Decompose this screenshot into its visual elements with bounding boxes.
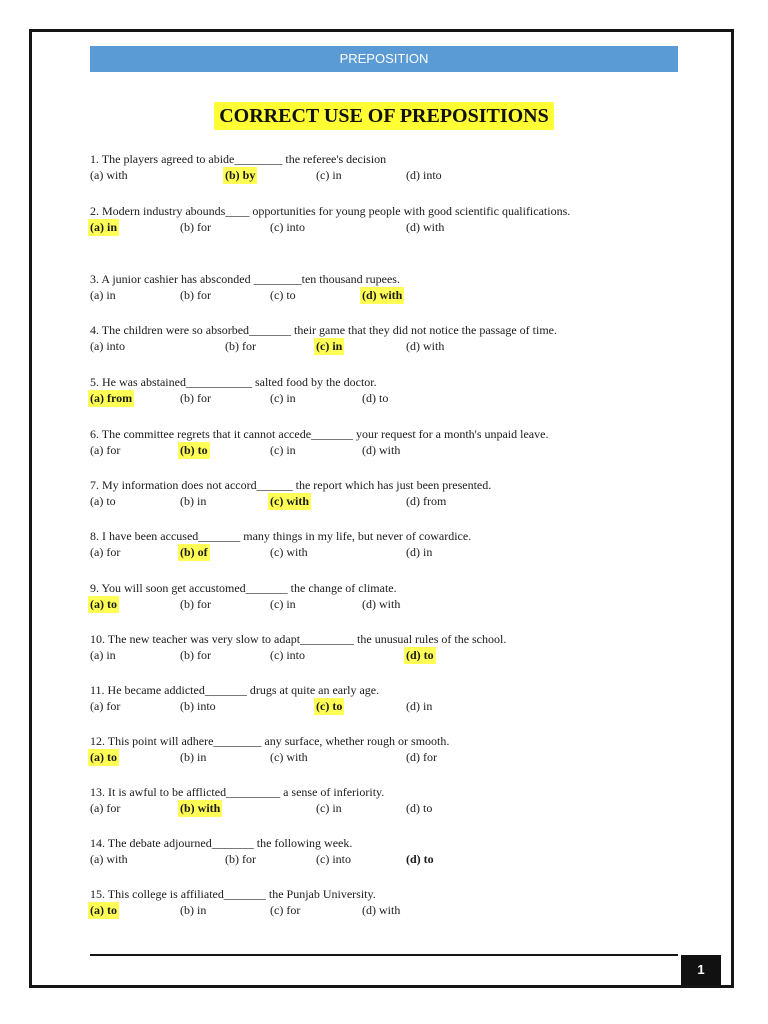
question-text: 4. The children were so absorbed_______ their game that they did not notice the passage of time. — [90, 323, 557, 337]
option-b: (b) for — [225, 339, 256, 353]
option-c: (c) to — [270, 288, 296, 302]
question-item — [90, 784, 690, 817]
option-a: (a) from — [90, 391, 133, 405]
option-c: (c) in — [270, 391, 296, 405]
option-d: (d) to — [406, 648, 434, 662]
options-row — [90, 851, 690, 868]
options-row — [90, 800, 690, 817]
option-b: (b) for — [180, 391, 211, 405]
option-b: (b) for — [180, 597, 211, 611]
option-c: (c) into — [316, 852, 351, 866]
question-text: 14. The debate adjourned_______ the following week. — [90, 836, 353, 850]
question-text: 13. It is awful to be afflicted_________ a sense of inferiority. — [90, 785, 385, 799]
option-b: (b) for — [180, 288, 211, 302]
question-item — [90, 151, 690, 184]
options-row — [90, 698, 690, 715]
option-b: (b) of — [180, 545, 208, 559]
options-row — [90, 287, 690, 304]
option-a: (a) to — [90, 903, 117, 917]
option-d: (d) in — [406, 545, 433, 559]
option-b: (b) in — [180, 494, 207, 508]
option-c: (c) in — [316, 339, 343, 353]
question-item — [90, 682, 690, 715]
option-c: (c) with — [270, 494, 309, 508]
option-d: (d) for — [406, 750, 437, 764]
option-a: (a) into — [90, 339, 125, 353]
option-a: (a) for — [90, 443, 121, 457]
option-c: (c) with — [270, 545, 308, 559]
option-b: (b) for — [180, 648, 211, 662]
page-number: 1 — [681, 955, 721, 985]
option-a: (a) with — [90, 168, 128, 182]
options-row — [90, 749, 690, 766]
option-c: (c) to — [316, 699, 343, 713]
options-row — [90, 647, 690, 664]
options-row — [90, 338, 690, 355]
question-item — [90, 835, 690, 868]
option-d: (d) with — [406, 220, 445, 234]
option-b: (b) in — [180, 750, 207, 764]
header-label: PREPOSITION — [339, 51, 429, 66]
option-c: (c) in — [270, 597, 296, 611]
question-item — [90, 426, 690, 459]
question-item — [90, 322, 690, 355]
option-c: (c) for — [270, 903, 301, 917]
page-title: CORRECT USE OF PREPOSITIONS — [214, 102, 554, 130]
option-d: (d) to — [406, 801, 433, 815]
option-d: (d) into — [406, 168, 442, 182]
options-row — [90, 442, 690, 459]
option-a: (a) to — [90, 750, 117, 764]
option-b: (b) in — [180, 903, 207, 917]
option-a: (a) in — [90, 288, 116, 302]
question-text: 7. My information does not accord______ the report which has just been presented. — [90, 478, 492, 492]
question-item — [90, 203, 630, 236]
option-b: (b) for — [225, 852, 256, 866]
question-item — [90, 528, 690, 561]
option-d: (d) with — [406, 339, 445, 353]
question-text: 6. The committee regrets that it cannot accede_______ your request for a month's unpaid leave. — [90, 427, 549, 441]
option-a: (a) for — [90, 699, 121, 713]
question-text: 10. The new teacher was very slow to adapt_________ the unusual rules of the school. — [90, 632, 507, 646]
options-row — [90, 902, 690, 919]
options-row — [90, 544, 690, 561]
question-text: 2. Modern industry abounds____ opportunities for young people with good scientific qualifications. — [90, 204, 571, 218]
option-d: (d) to — [362, 391, 389, 405]
option-a: (a) for — [90, 801, 121, 815]
option-b: (b) by — [225, 168, 256, 182]
question-item — [90, 631, 690, 664]
option-a: (a) in — [90, 648, 116, 662]
option-d: (d) with — [362, 288, 403, 302]
option-d: (d) to — [406, 852, 434, 866]
option-d: (d) from — [406, 494, 447, 508]
question-item — [90, 580, 690, 613]
option-c: (c) in — [316, 168, 342, 182]
option-c: (c) into — [270, 648, 305, 662]
question-item — [90, 477, 690, 510]
option-b: (b) for — [180, 220, 211, 234]
option-a: (a) in — [90, 220, 117, 234]
question-text: 1. The players agreed to abide________ the referee's decision — [90, 152, 387, 166]
question-text: 9. You will soon get accustomed_______ the change of climate. — [90, 581, 397, 595]
options-row — [90, 167, 690, 184]
question-text: 12. This point will adhere________ any surface, whether rough or smooth. — [90, 734, 450, 748]
question-item — [90, 886, 690, 919]
option-a: (a) for — [90, 545, 121, 559]
title-container — [0, 102, 768, 130]
option-a: (a) to — [90, 597, 117, 611]
option-c: (c) in — [270, 443, 296, 457]
option-b: (b) to — [180, 443, 208, 457]
option-a: (a) to — [90, 494, 116, 508]
option-a: (a) with — [90, 852, 128, 866]
question-text: 11. He became addicted_______ drugs at quite an early age. — [90, 683, 380, 697]
question-text: 15. This college is affiliated_______ the Punjab University. — [90, 887, 376, 901]
options-row — [90, 219, 630, 236]
option-c: (c) into — [270, 220, 305, 234]
option-d: (d) with — [362, 443, 401, 457]
option-c: (c) in — [316, 801, 342, 815]
question-text: 5. He was abstained___________ salted food by the doctor. — [90, 375, 377, 389]
option-d: (d) in — [406, 699, 433, 713]
options-row — [90, 390, 690, 407]
question-item — [90, 733, 690, 766]
option-b: (b) with — [180, 801, 221, 815]
option-d: (d) with — [362, 597, 401, 611]
header-bar — [90, 46, 678, 72]
options-row — [90, 493, 690, 510]
option-d: (d) with — [362, 903, 401, 917]
question-item — [90, 374, 690, 407]
options-row — [90, 596, 690, 613]
question-item — [90, 271, 690, 304]
option-b: (b) into — [180, 699, 216, 713]
question-text: 3. A junior cashier has absconded ________ten thousand rupees. — [90, 272, 400, 286]
question-text: 8. I have been accused_______ many things in my life, but never of cowardice. — [90, 529, 472, 543]
option-c: (c) with — [270, 750, 308, 764]
footer-divider — [90, 954, 678, 956]
